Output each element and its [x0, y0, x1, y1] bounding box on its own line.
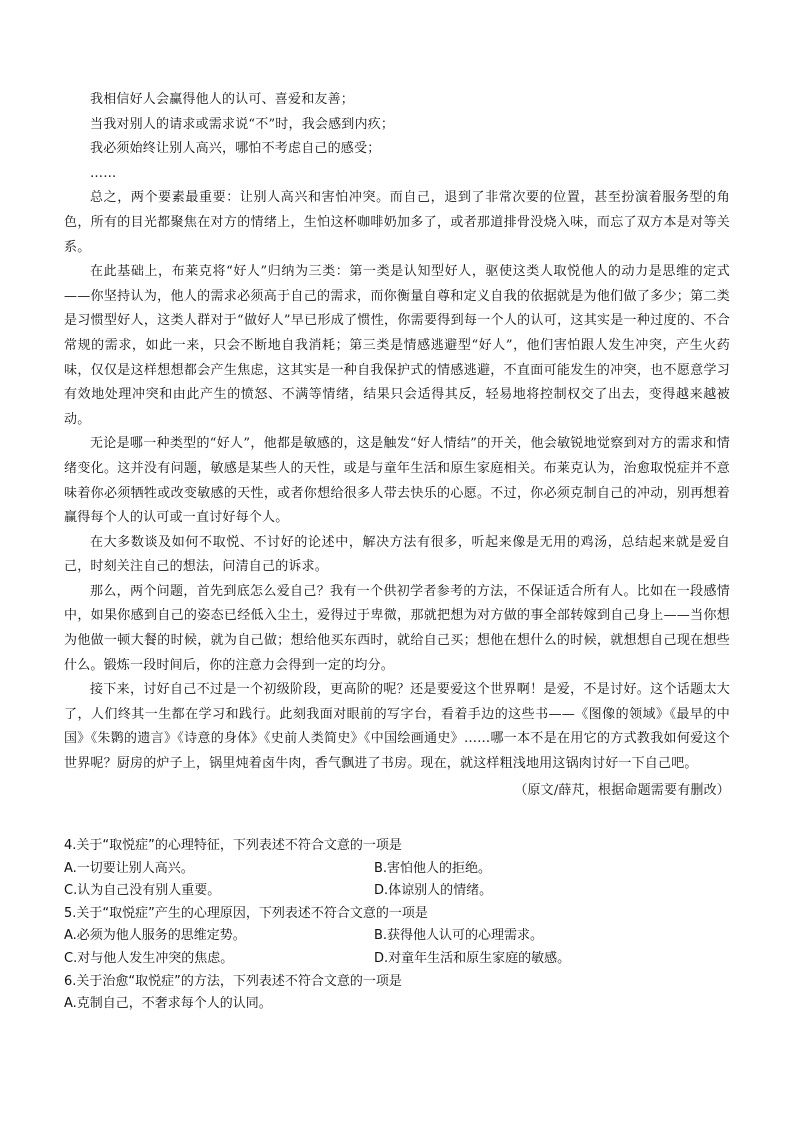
passage-paragraph-7: 无论是哪一种类型的“好人”，他都是敏感的，这是触发“好人情结”的开关，他会敏锐地觉察到对方的需求和情绪变化。这并没有问题，敏感是某些人的天性，或是与童年生活和原生家庭相关。布莱克认为，治愈取悦症并不意味着你必须牺牲或改变敏感的天性，或者你想给很多人带去快乐的心愿。不过，你必须克制自己的冲动，别再想着赢得每个人的认可或一直讨好每个人。 — [64, 436, 730, 526]
passage-paragraph-10: 接下来，讨好自己不过是一个初级阶段，更高阶的呢？还是要爱这个世界啊！是爱，不是讨好。这个话题太大了，人们终其一生都在学习和践行。此刻我面对眼前的写字台，看着手边的这些书——《图像的领域》《最早的中国》《朱鹮的遗言》《诗意的身体》《史前人类简史》《中国绘画通史》……哪一本不是在用它的方式教我如何爱这个世界呢？厨房的炉子上，锅里炖着卤牛肉，香气飘进了书房。现在，就这样粗浅地用这锅肉讨好一下自己吧。 — [64, 682, 730, 772]
question-4-option-a: A.一切要让别人高兴。 — [64, 860, 194, 876]
question-4-options-row-2 — [64, 880, 730, 903]
passage-ellipsis: …… — [90, 165, 117, 181]
question-6-option-a: A.克制自己，不奢求每个人的认同。 — [64, 996, 272, 1012]
question-4-option-b: B.害怕他人的拒绝。 — [374, 860, 492, 876]
question-6 — [64, 971, 730, 1016]
question-4-option-d: D.体谅别人的情绪。 — [374, 883, 493, 899]
question-4-options-row-1 — [64, 858, 730, 881]
passage-source: （原文/薛芃，根据命题需要有删改） — [514, 782, 730, 798]
question-5 — [64, 903, 730, 971]
question-5-options-row-1 — [64, 925, 730, 948]
question-list — [64, 835, 730, 1016]
question-6-stem: 6.关于治愈“取悦症”的方法，下列表述不符合文意的一项是 — [64, 973, 402, 989]
question-5-stem: 5.关于“取悦症”产生的心理原因，下列表述不符合文意的一项是 — [64, 905, 428, 921]
passage-paragraph-3: 我必须始终让别人高兴，哪怕不考虑自己的感受； — [90, 141, 381, 157]
question-5-option-c: C.对与他人发生冲突的焦虑。 — [64, 950, 234, 966]
question-5-option-b: B.获得他人认可的心理需求。 — [374, 928, 544, 944]
passage-paragraph-5: 总之，两个要素最重要：让别人高兴和害怕冲突。而自己，退到了非常次要的位置，甚至扮演着服务型的角色，所有的目光都聚焦在对方的情绪上，生怕这杯咖啡奶加多了，或者那道排骨没烧入味，而忘了双方本是对等关系。 — [64, 190, 730, 255]
question-4 — [64, 835, 730, 903]
passage-paragraph-9: 那么，两个问题，首先到底怎么爱自己？我有一个供初学者参考的方法，不保证适合所有人。比如在一段感情中，如果你感到自己的姿态已经低入尘土，爱得过于卑微，那就把想为对方做的事全部转嫁到自己身上——当你想为他做一顿大餐的时候，就为自己做；想给他买东西时，就给自己买；想他在想什么的时候，就想想自己现在想些什么。锻炼一段时间后，你的注意力会得到一定的均分。 — [64, 583, 730, 673]
question-5-option-a: A.必须为他人服务的思维定势。 — [64, 928, 246, 944]
question-4-option-c: C.认为自己没有别人重要。 — [64, 883, 221, 899]
passage-paragraph-2: 当我对别人的请求或需求说“不”时，我会感到内疚； — [90, 116, 395, 132]
passage-paragraph-6: 在此基础上，布莱克将“好人”归纳为三类：第一类是认知型好人，驱使这类人取悦他人的动力是思维的定式——你坚持认为，他人的需求必须高于自己的需求，而你衡量自尊和定义自我的依据就是为他们做了多少；第二类是习惯型好人，这类人群对于“做好人”早已形成了惯性，你需要得到每一个人的认可，这其实是一种过度的、不合常规的需求，如此一来，只会不断地自我消耗；第三类是情感逃避型“好人”，他们害怕跟人发生冲突，产生火药味，仅仅是这样想想都会产生焦虑，这其实是一种自我保护式的情感逃避，不直面可能发生的冲突，也不愿意学习有效地处理冲突和由此产生的愤怒、不满等情绪，结果只会适得其反，轻易地将控制权交了出去，变得越来越被动。 — [64, 264, 730, 427]
question-5-option-d: D.对童年生活和原生家庭的敏感。 — [374, 950, 571, 966]
passage-paragraph-1: 我相信好人会赢得他人的认可、喜爱和友善； — [90, 92, 355, 107]
reading-passage — [64, 88, 730, 803]
question-4-stem: 4.关于“取悦症”的心理特征，下列表述不符合文意的一项是 — [64, 838, 402, 853]
question-5-options-row-2 — [64, 948, 730, 971]
passage-paragraph-8: 在大多数谈及如何不取悦、不讨好的论述中，解决方法有很多，听起来像是无用的鸡汤，总结起来就是爱自己，时刻关注自己的想法，问清自己的诉求。 — [64, 534, 730, 575]
